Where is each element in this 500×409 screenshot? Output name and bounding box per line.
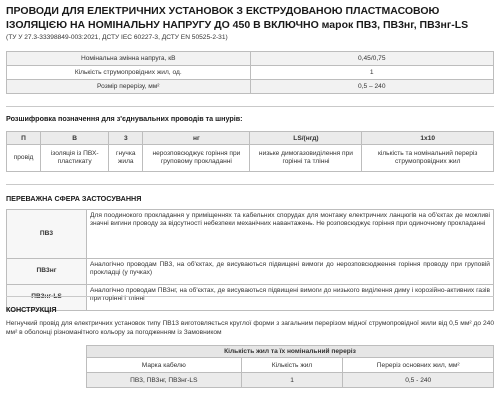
cores-row [87, 373, 494, 388]
cores-cell: 1 [241, 373, 343, 388]
spec-row [7, 52, 494, 66]
cores-header: Кількість жил [241, 358, 343, 373]
cores-header: Переріз основних жил, мм² [343, 358, 494, 373]
usage-row [7, 259, 494, 285]
decoding-header: 1х10 [362, 132, 494, 145]
divider [6, 106, 494, 107]
cores-table [86, 345, 494, 388]
cores-header: Марка кабелю [87, 358, 242, 373]
construction-text: Негнучкий провід для електричних установок типу ПВ13 виготовляється круглої форми з загальним перерізом мідної струмопровідної жили від 0,5 мм² до 240 мм² в оболонці різноманітного кольору за погодженням із Замовником [6, 320, 494, 337]
usage-row [7, 285, 494, 311]
decoding-header: В [41, 132, 109, 145]
decoding-header: 3 [109, 132, 143, 145]
standards-reference: (ТУ У 27.3-33398849-003:2021, ДСТУ IEC 60227-3, ДСТУ EN 50525-2-31) [6, 34, 228, 41]
divider [6, 184, 494, 185]
spec-label: Розмір перерізу, мм² [7, 80, 251, 94]
usage-title: ПЕРЕВАЖНА СФЕРА ЗАСТОСУВАННЯ [6, 194, 142, 203]
decoding-table [6, 131, 494, 172]
decoding-header: LS/(нгд) [250, 132, 362, 145]
decoding-row [7, 145, 494, 172]
usage-mark: ПВ3 [7, 210, 87, 259]
decoding-header: П [7, 132, 41, 145]
decoding-header: нг [143, 132, 250, 145]
spec-value: 0,5 – 240 [250, 80, 494, 94]
decoding-title: Розшифровка позначення для з'єднувальних проводів та шнурів: [6, 114, 243, 123]
construction-title: КОНСТРУКЦІЯ [6, 305, 57, 314]
spec-row [7, 80, 494, 94]
cores-cell: ПВ3, ПВ3нг, ПВ3нг-LS [87, 373, 242, 388]
usage-mark: ПВ3нг [7, 259, 87, 285]
page-title: ПРОВОДИ ДЛЯ ЕЛЕКТРИЧНИХ УСТАНОВОК З ЕКСТРУДОВАНОЮ ПЛАСТМАСОВОЮ ІЗОЛЯЦІЄЮ НА НОМІНАЛЬНУ НАПРУГУ ДО 450 В ВКЛЮЧНО марок ПВ3, ПВ3нг, ПВ3нг-LS [6, 5, 469, 31]
spec-value: 1 [250, 66, 494, 80]
divider [6, 296, 494, 297]
spec-label: Кількість струмопровідних жил, од. [7, 66, 251, 80]
spec-label: Номінальна змінна напруга, кВ [7, 52, 251, 66]
spec-row [7, 66, 494, 80]
usage-mark: ПВ3нг-LS [7, 285, 87, 311]
usage-text: Аналогічно проводам ПВ3, на об'єктах, де висуваються підвищені вимоги до нерозповсюдження горіння проводу при груповій прокладці (у пучках) [87, 259, 494, 285]
cores-cell: 0,5 - 240 [343, 373, 494, 388]
cores-caption-row [87, 346, 494, 358]
decoding-cell: провід [7, 145, 41, 172]
spec-value: 0,45/0,75 [250, 52, 494, 66]
decoding-cell: гнучка жила [109, 145, 143, 172]
decoding-cell: низьке димогазовиділення при горінні та тлінні [250, 145, 362, 172]
cores-caption: Кількість жил та їх номінальний переріз [87, 346, 494, 358]
cores-header-row [87, 358, 494, 373]
usage-text: Аналогічно проводам ПВ3нг, на об'єктах, де висуваються підвищені вимоги до низького виділення диму і корозійно-активних газів при горінні і тлінні [87, 285, 494, 311]
usage-row [7, 210, 494, 259]
usage-text: Для поодинокого прокладання у приміщеннях та кабельних спорудах для монтажу електричних ланцюгів на об'єктах де можливі значні вигини проводу за відсутності небезпеки механічних навантажень. Не розповсюджує горіння при одиночному прокладанні [87, 210, 494, 259]
decoding-cell: нерозповсюджує горіння при груповому прокладанні [143, 145, 250, 172]
specs-table [6, 51, 494, 94]
decoding-cell: ізоляція із ПВХ-пластикату [41, 145, 109, 172]
decoding-cell: кількість та номінальний переріз струмопровідних жил [362, 145, 494, 172]
decoding-header-row [7, 132, 494, 145]
